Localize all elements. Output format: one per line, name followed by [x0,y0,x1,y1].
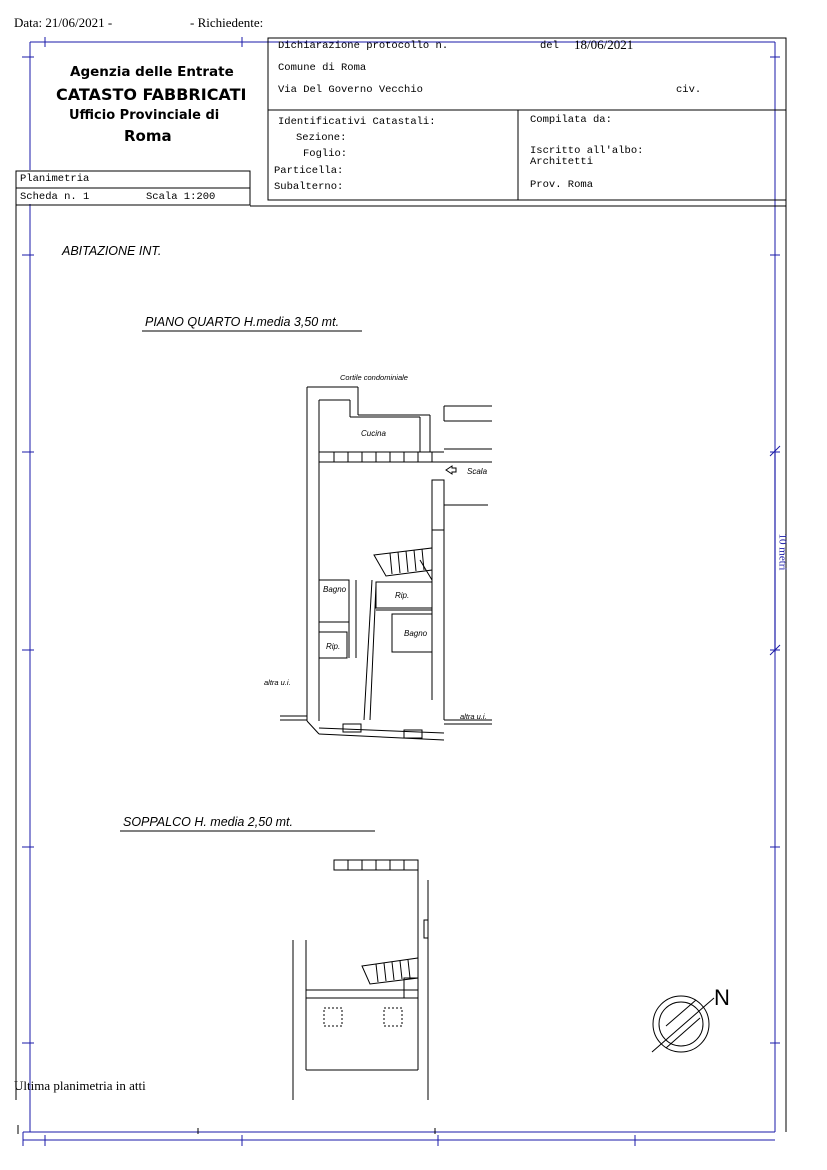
scala-room-label: Scala [467,467,488,476]
print-date: Data: 21/06/2021 - [14,15,113,30]
particella-label: Particella: [274,165,344,177]
footer-note: Ultima planimetria in atti [14,1078,146,1093]
stairs [374,548,432,580]
albo-label: Iscritto all'albo: [530,145,644,157]
protocol-label: Dichiarazione protocollo n. [278,40,449,52]
subalterno-label: Subalterno: [274,181,344,193]
foglio-label: Foglio: [303,148,348,160]
north-label: N [714,985,730,1010]
compilata-title: Compilata da: [530,114,612,126]
cortile-label: Cortile condominiale [340,373,408,382]
north-arrow-icon [652,996,714,1052]
floor-plan-piano-quarto [280,387,492,740]
richiedente-label: - Richiedente: [190,15,264,30]
floor1-title: PIANO QUARTO H.media 3,50 mt. [145,315,340,329]
scheda-label: Scheda n. 1 [20,191,90,203]
floor2-title: SOPPALCO H. media 2,50 mt. [123,815,293,829]
sezione-label: Sezione: [296,132,347,144]
prov-label: Prov. Roma [530,179,594,191]
agency-name: Agenzia delle Entrate [70,64,234,80]
scale-bar-label: 10 metri [776,533,789,571]
albo-value: Architetti [530,156,594,168]
catasto-title: CATASTO FABBRICATI [56,85,247,104]
ufficio-city: Roma [124,127,172,145]
del-label: del [540,40,559,52]
planimetria-title: Planimetria [20,173,90,185]
altra-ui-left-label: altra u.i. [264,678,291,687]
bagno2-label: Bagno [404,629,428,638]
cucina-label: Cucina [361,429,386,438]
altra-ui-right-label: altra u.i. [460,712,487,721]
civ-label: civ. [676,84,702,96]
rip1-label: Rip. [395,591,410,600]
comune-label: Comune di Roma [278,62,367,74]
declaration-date: 18/06/2021 [574,37,634,52]
address-label: Via Del Governo Vecchio [278,84,423,96]
bagno1-label: Bagno [323,585,347,594]
identificativi-title: Identificativi Catastali: [278,116,436,128]
floor-plan-soppalco [293,860,428,1100]
scala-label: Scala 1:200 [146,191,216,203]
unit-label: ABITAZIONE INT. [62,244,162,258]
rip2-label: Rip. [326,642,341,651]
ufficio-label: Ufficio Provinciale di [69,108,220,123]
